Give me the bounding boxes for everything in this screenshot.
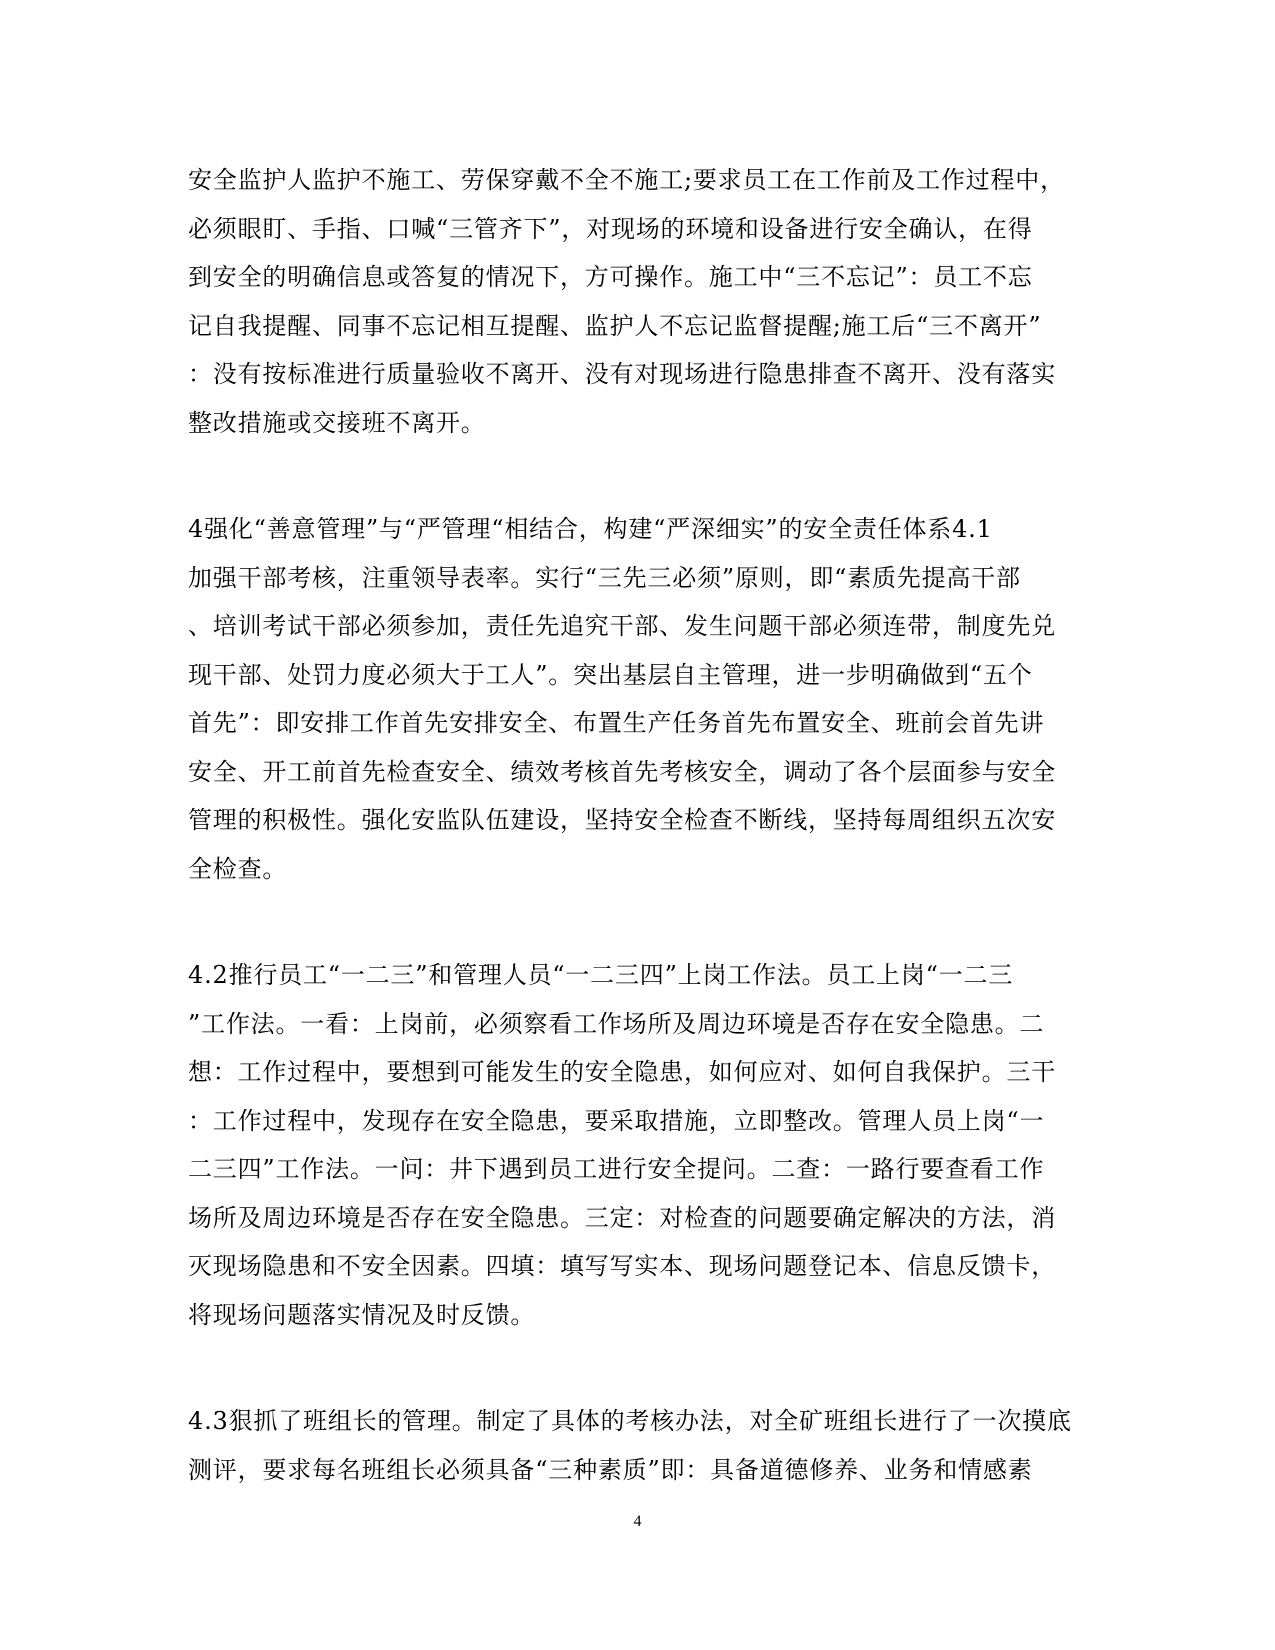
text-line: 测评，要求每名班组长必须具备“三种素质”即：具备道德修养、业务和情感素 — [188, 1455, 1033, 1484]
text-line: 现干部、处罚力度必须大于工人”。突出基层自主管理，进一步明确做到“五个 — [188, 660, 1033, 689]
text-line: 管理的积极性。强化安监队伍建设，坚持安全检查不断线，坚持每周组织五次安 — [188, 806, 1056, 834]
text-line: 首先”：即安排工作首先安排安全、布置生产任务首先布置安全、班前会首先讲 — [188, 709, 1045, 737]
text-line: 必须眼盯、手指、口喊“三管齐下”，对现场的环境和设备进行安全确认，在得 — [188, 214, 1033, 243]
paragraph — [188, 951, 1068, 1339]
document-body — [188, 156, 1072, 1494]
paragraph — [188, 156, 1068, 447]
text-line: 想：工作过程中，要想到可能发生的安全隐患，如何应对、如何自我保护。三干 — [188, 1058, 1056, 1086]
text-line: 安全、开工前首先检查安全、绩效考核首先考核安全，调动了各个层面参与安全 — [188, 757, 1056, 786]
text-line: 二三四”工作法。一问：井下遇到员工进行安全提问。二查：一路行要查看工作 — [188, 1155, 1045, 1183]
text-line: 记自我提醒、同事不忘记相互提醒、监护人不忘记监督提醒;施工后“三不离开” — [188, 311, 1042, 340]
paragraph — [188, 1397, 1072, 1494]
text-line: 到安全的明确信息或答复的情况下，方可操作。施工中“三不忘记”：员工不忘 — [188, 263, 1033, 291]
text-line: ：工作过程中，发现存在安全隐患，要采取措施，立即整改。管理人员上岗“一 — [188, 1106, 1045, 1135]
text-line: 4.3狠抓了班组长的管理。制定了具体的考核办法，对全矿班组长进行了一次摸底 — [188, 1407, 1072, 1435]
text-line: 4强化“善意管理”与“严管理“相结合，构建“严深细实”的安全责任体系4.1 — [188, 515, 993, 543]
text-line: 安全监护人监护不施工、劳保穿戴不全不施工;要求员工在工作前及工作过程中， — [188, 166, 1065, 194]
text-line: ”工作法。一看：上岗前，必须察看工作场所及周边环境是否存在安全隐患。二 — [188, 1009, 1045, 1038]
text-line: 整改措施或交接班不离开。 — [188, 408, 486, 437]
text-line: ：没有按标准进行质量验收不离开、没有对现场进行隐患排查不离开、没有落实 — [188, 360, 1056, 388]
page-number: 4 — [633, 1513, 642, 1530]
text-line: 加强干部考核，注重领导表率。实行“三先三必须”原则，即“素质先提高干部 — [188, 563, 1021, 592]
text-line: 、培训考试干部必须参加，责任先追究干部、发生问题干部必须连带，制度先兑 — [188, 612, 1056, 640]
text-line: 4.2推行员工“一二三”和管理人员“一二三四”上岗工作法。员工上岗“一二三 — [188, 961, 1014, 989]
paragraph — [188, 505, 1068, 893]
text-line: 全检查。 — [188, 854, 288, 883]
text-line: 场所及周边环境是否存在安全隐患。三定：对检查的问题要确定解决的方法，消 — [188, 1203, 1056, 1232]
text-line: 将现场问题落实情况及时反馈。 — [188, 1300, 536, 1329]
text-line: 灭现场隐患和不安全因素。四填：填写写实本、现场问题登记本、信息反馈卡， — [188, 1252, 1056, 1280]
